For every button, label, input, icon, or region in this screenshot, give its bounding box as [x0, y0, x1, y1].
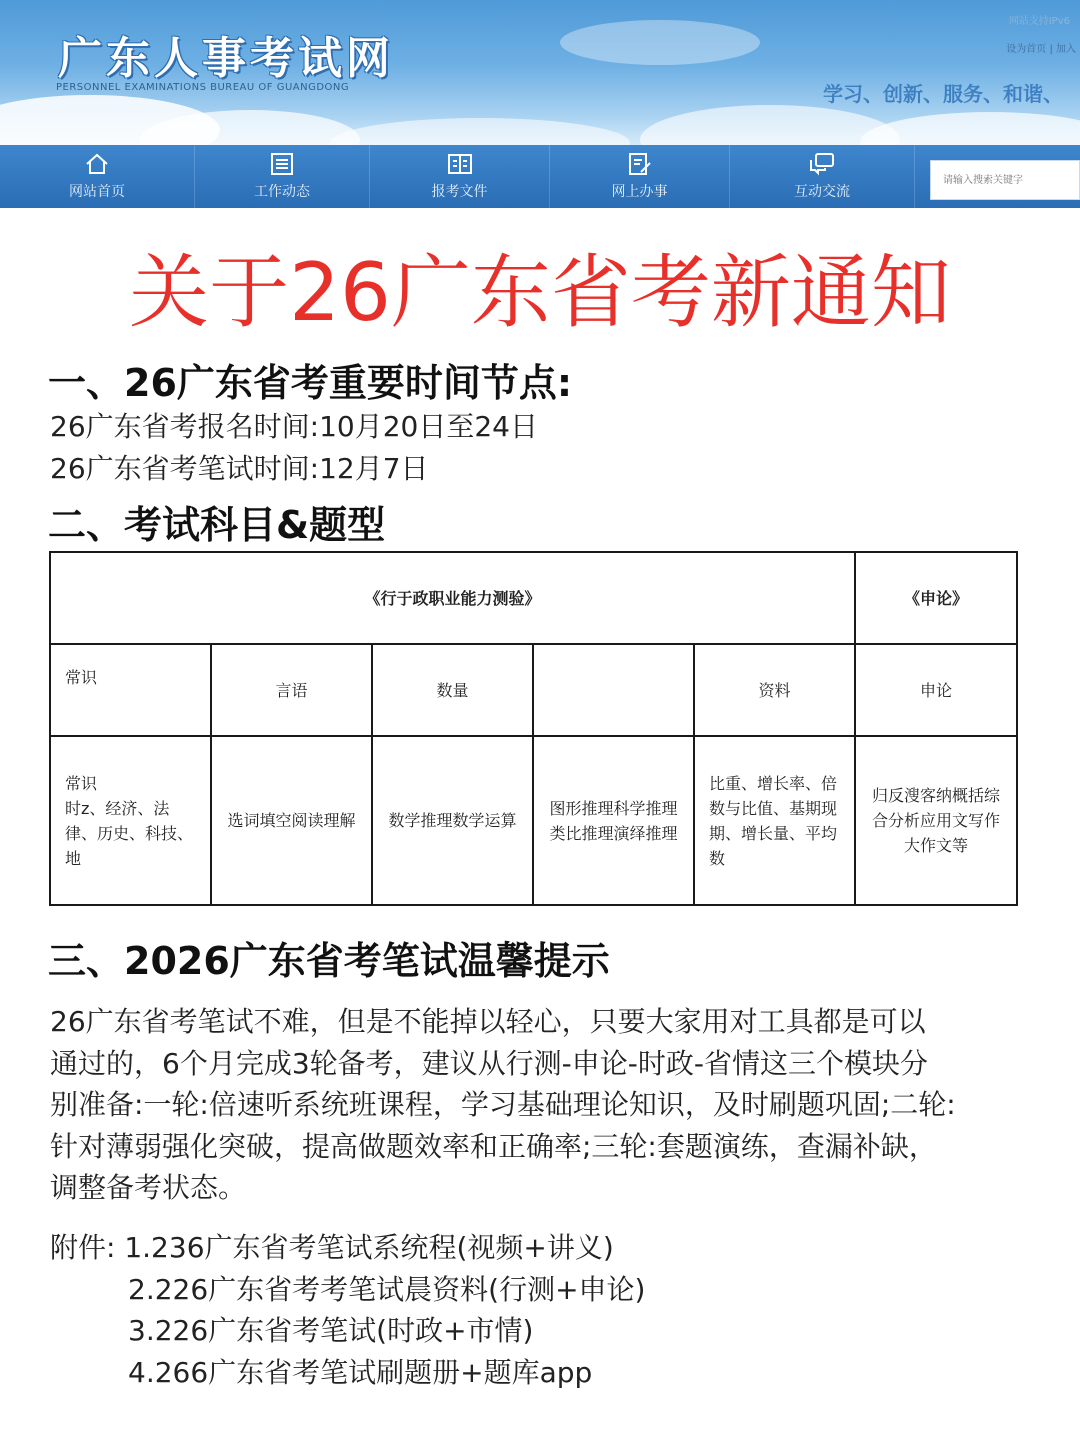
cloud-decoration — [860, 112, 1080, 145]
ipv6-note: 网站支持IPv6 — [1008, 16, 1070, 27]
attachment-item: 4.266广东省考笔试刷题册+题库app — [128, 1355, 593, 1389]
nav-label: 网上办事 — [611, 184, 668, 200]
nav-label: 互动交流 — [794, 184, 850, 200]
registration-date-line: 26广东省考报名时间:10月20日至24日 — [50, 410, 538, 443]
site-logo-subtitle: PERSONNEL EXAMINATIONS BUREAU OF GUANGDONG — [56, 82, 350, 93]
table-cell: 资料 — [694, 644, 855, 736]
nav-work-news[interactable] — [195, 145, 370, 208]
cloud-decoration — [560, 20, 760, 65]
table-header-shenlun: 《申论》 — [855, 552, 1017, 644]
nav-exam-docs[interactable] — [370, 145, 550, 208]
attachment-item: 2.226广东省考考笔试晨资料(行测+申论) — [128, 1272, 646, 1306]
list-item — [50, 1269, 645, 1311]
nav-online-service[interactable] — [550, 145, 730, 208]
page-title: 关于26广东省考新通知 — [129, 246, 951, 339]
table-cell: 归反溲客纳概括综合分析应用文写作大作文等 — [855, 736, 1017, 905]
table-cell: 图形推理科学推理类比推理演绎推理 — [533, 736, 694, 905]
list-item — [50, 1310, 645, 1352]
home-icon — [84, 152, 110, 176]
homepage-links[interactable]: 设为首页 | 加入 — [1006, 44, 1076, 55]
nav-home[interactable] — [0, 145, 195, 208]
site-slogan: 学习、创新、服务、和谐、 — [823, 82, 1063, 106]
nav-interaction[interactable] — [730, 145, 915, 208]
attachment-item: 3.226广东省考笔试(时政+市情) — [128, 1314, 534, 1347]
table-cell: 数量 — [372, 644, 533, 736]
paragraph-line: 通过的，6个月完成3轮备考，建议从行测-申论-时政-省情这三个模块分 — [50, 1046, 928, 1080]
edit-icon — [627, 152, 653, 176]
exam-subjects-table — [49, 551, 1018, 906]
table-cell: 比重、增长率、倍数与比值、基期现期、增长量、平均数 — [694, 736, 855, 905]
list-item — [50, 1227, 645, 1269]
section-heading-dates: 一、26广东省考重要时间节点: — [48, 361, 573, 405]
site-banner — [0, 0, 1080, 145]
table-cell: 常识 时z、经济、法律、历史、科技、地 — [50, 736, 211, 905]
section-heading-tips: 三、2026广东省考笔试温馨提示 — [48, 939, 610, 983]
list-icon — [269, 152, 295, 176]
nav-label: 工作动态 — [254, 184, 310, 200]
list-item — [50, 1352, 645, 1394]
paragraph-line: 调整备考状态。 — [50, 1171, 247, 1204]
search-input[interactable] — [930, 160, 1080, 200]
table-header-xingce: 《行于政职业能力测验》 — [50, 552, 855, 644]
nav-label: 报考文件 — [431, 184, 488, 200]
written-exam-date-line: 26广东省考笔试时间:12月7日 — [50, 452, 429, 485]
tips-paragraph — [50, 1001, 1040, 1209]
chat-icon — [809, 152, 835, 176]
table-cell: 申论 — [855, 644, 1017, 736]
table-cell — [533, 644, 694, 736]
table-cell: 常识 — [50, 644, 211, 736]
paragraph-line: 针对薄弱强化突破，提高做题效率和正确率;三轮:套题演练，查漏补缺， — [50, 1129, 937, 1163]
table-cell: 数学推理数学运算 — [372, 736, 533, 905]
paragraph-line: 26广东省考笔试不难，但是不能掉以轻心，只要大家用对工具都是可以 — [50, 1005, 926, 1038]
attachment-item: 1.236广东省考笔试系统程(视频+讲义) — [124, 1231, 614, 1264]
attachments-label: 附件: — [50, 1231, 116, 1264]
paragraph-line: 别准备:一轮:倍速听系统班课程，学习基础理论知识，及时刷题巩固;二轮: — [50, 1088, 956, 1121]
site-logo-title[interactable]: 广东人事考试网 — [58, 33, 394, 84]
cloud-decoration — [330, 118, 630, 145]
table-cell: 选词填空阅读理解 — [211, 736, 372, 905]
section-heading-subjects: 二、考试科目&题型 — [48, 503, 386, 547]
table-cell: 言语 — [211, 644, 372, 736]
main-nav — [0, 145, 1080, 208]
nav-label: 网站首页 — [69, 184, 125, 200]
book-icon — [447, 152, 473, 176]
attachments-list — [50, 1227, 645, 1393]
